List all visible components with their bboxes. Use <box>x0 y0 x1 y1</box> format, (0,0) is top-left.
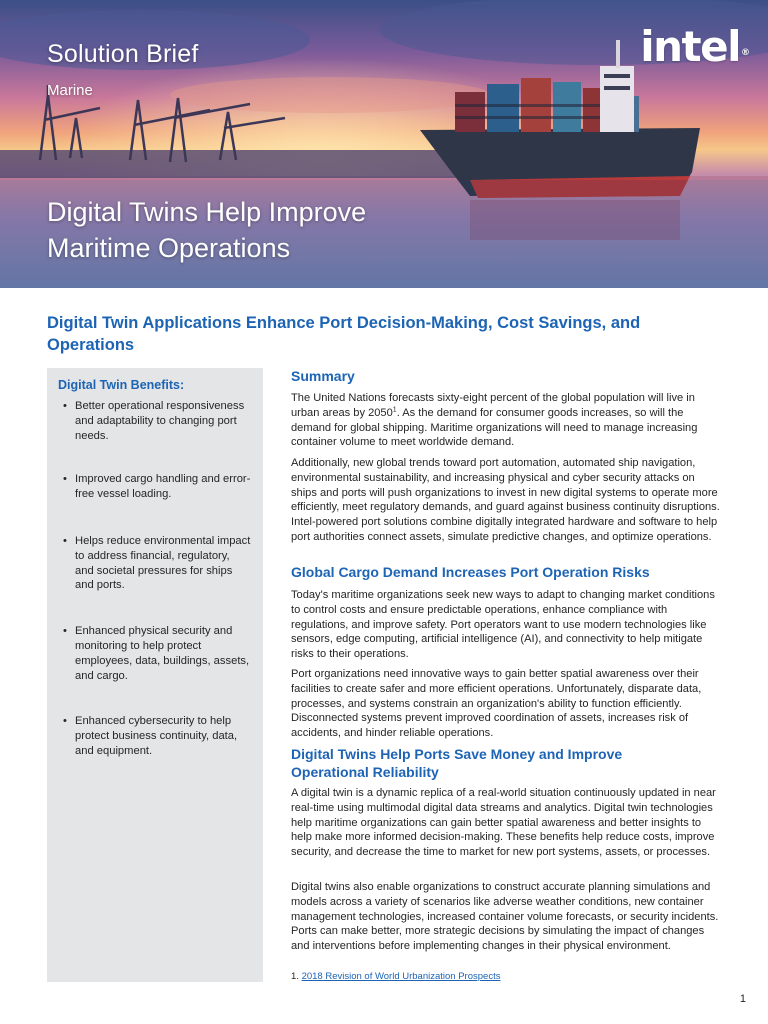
summary-text-cont: . As the demand for consumer goods increases, so will the demand for global shipping. Maritime organizations will need to manage increasing container volume to meet worldwide demand. <box>291 406 698 449</box>
benefit-item: • Enhanced physical security and monitoring to help protect employees, data, buildings, assets, and cargo. <box>58 624 251 683</box>
twins-paragraph-1: A digital twin is a dynamic replica of a real-world situation continuously updated in near real-time using multimodal digital data streams and analytics. Digital twin technologies help maritime organizations can gain better spatial awareness and better insights to help make more informed decision-making. These benefits help reduce costs, improve security, and decrease the time to market for new port systems, assets, or processes. <box>291 787 716 859</box>
twins-heading: Digital Twins Help Ports Save Money and Improve Operational Reliability <box>291 746 623 780</box>
cargo-paragraph-2: Port organizations need innovative ways to gain better spatial awareness over their facilities to create safer and more efficient operations. Unfortunately, disparate data, processes, and systems constrain an organization's ability to function efficiently. Disconnected systems prevent improved coordination of assets, increases risk of accidents, and hinder reliable operations. <box>291 668 702 740</box>
benefits-sidebar <box>47 368 263 982</box>
summary-paragraph-2: Additionally, new global trends toward port automation, automated ship navigation, environmental sustainability, and increasing physical and cyber security attacks on ships and ports will push organizations to invest in new digital systems to operate more efficiently, meet regulatory demands, and guard against business continuity disruptions. Intel-powered port solutions combine digitally integrated hardware and software to help port authorities connect assets, simulate predictive changes, and optimize operations. <box>291 457 720 543</box>
summary-paragraph-1 <box>291 391 723 450</box>
summary-text: The United Nations forecasts sixty-eight percent of the global population will live in urban areas by 2050 <box>291 392 695 419</box>
benefit-item: • Enhanced cybersecurity to help protect business continuity, data, and equipment. <box>58 714 251 758</box>
page-title: Digital Twins Help Improve Maritime Operations <box>47 197 367 263</box>
footnote-number: 1. <box>291 971 302 982</box>
page-number: 1 <box>739 993 746 1005</box>
cargo-heading: Global Cargo Demand Increases Port Operation Risks <box>291 564 650 580</box>
registered-mark: ® <box>741 48 750 58</box>
sidebar-title: Digital Twin Benefits: <box>58 378 185 392</box>
benefit-item: • Improved cargo handling and error-free vessel loading. <box>58 472 251 502</box>
hero-banner <box>0 0 768 288</box>
cargo-paragraph-1: Today's maritime organizations seek new ways to adapt to changing market conditions to control costs and ensure predictable operations, enhance compliance with regulations, and improve safety. Port operators want to use modern technologies like sensors, edge computing, artificial intelligence (AI), and connectivity to help mitigate risks to their operations. <box>291 589 715 661</box>
intel-logo <box>640 22 750 71</box>
benefit-item: • Helps reduce environmental impact to address financial, regulatory, and societal pressures for ships and ports. <box>58 534 251 593</box>
footnote-link[interactable]: 2018 Revision of World Urbanization Prospects <box>301 971 501 982</box>
main-heading: Digital Twin Applications Enhance Port Decision-Making, Cost Savings, and Operations <box>47 314 641 354</box>
twins-paragraph-2: Digital twins also enable organizations to construct accurate planning simulations and models across a variety of scenarios like adverse weather conditions, new container management technologies, increased container volume forecasts, or security incidents. Ports can make better, more strategic decisions by simulating the impact of changes and interventions before implementing changes in their physical environment. <box>291 881 719 953</box>
footnote-ref: 1 <box>392 406 397 414</box>
benefit-item: • Better operational responsiveness and adaptability to changing port needs. <box>58 399 251 443</box>
benefits-list <box>58 399 251 759</box>
document-type-label: Solution Brief <box>47 40 199 68</box>
footnote <box>291 971 500 982</box>
logo-wordmark: intel <box>640 22 740 71</box>
category-label: Marine <box>47 82 93 99</box>
summary-heading: Summary <box>291 368 355 384</box>
